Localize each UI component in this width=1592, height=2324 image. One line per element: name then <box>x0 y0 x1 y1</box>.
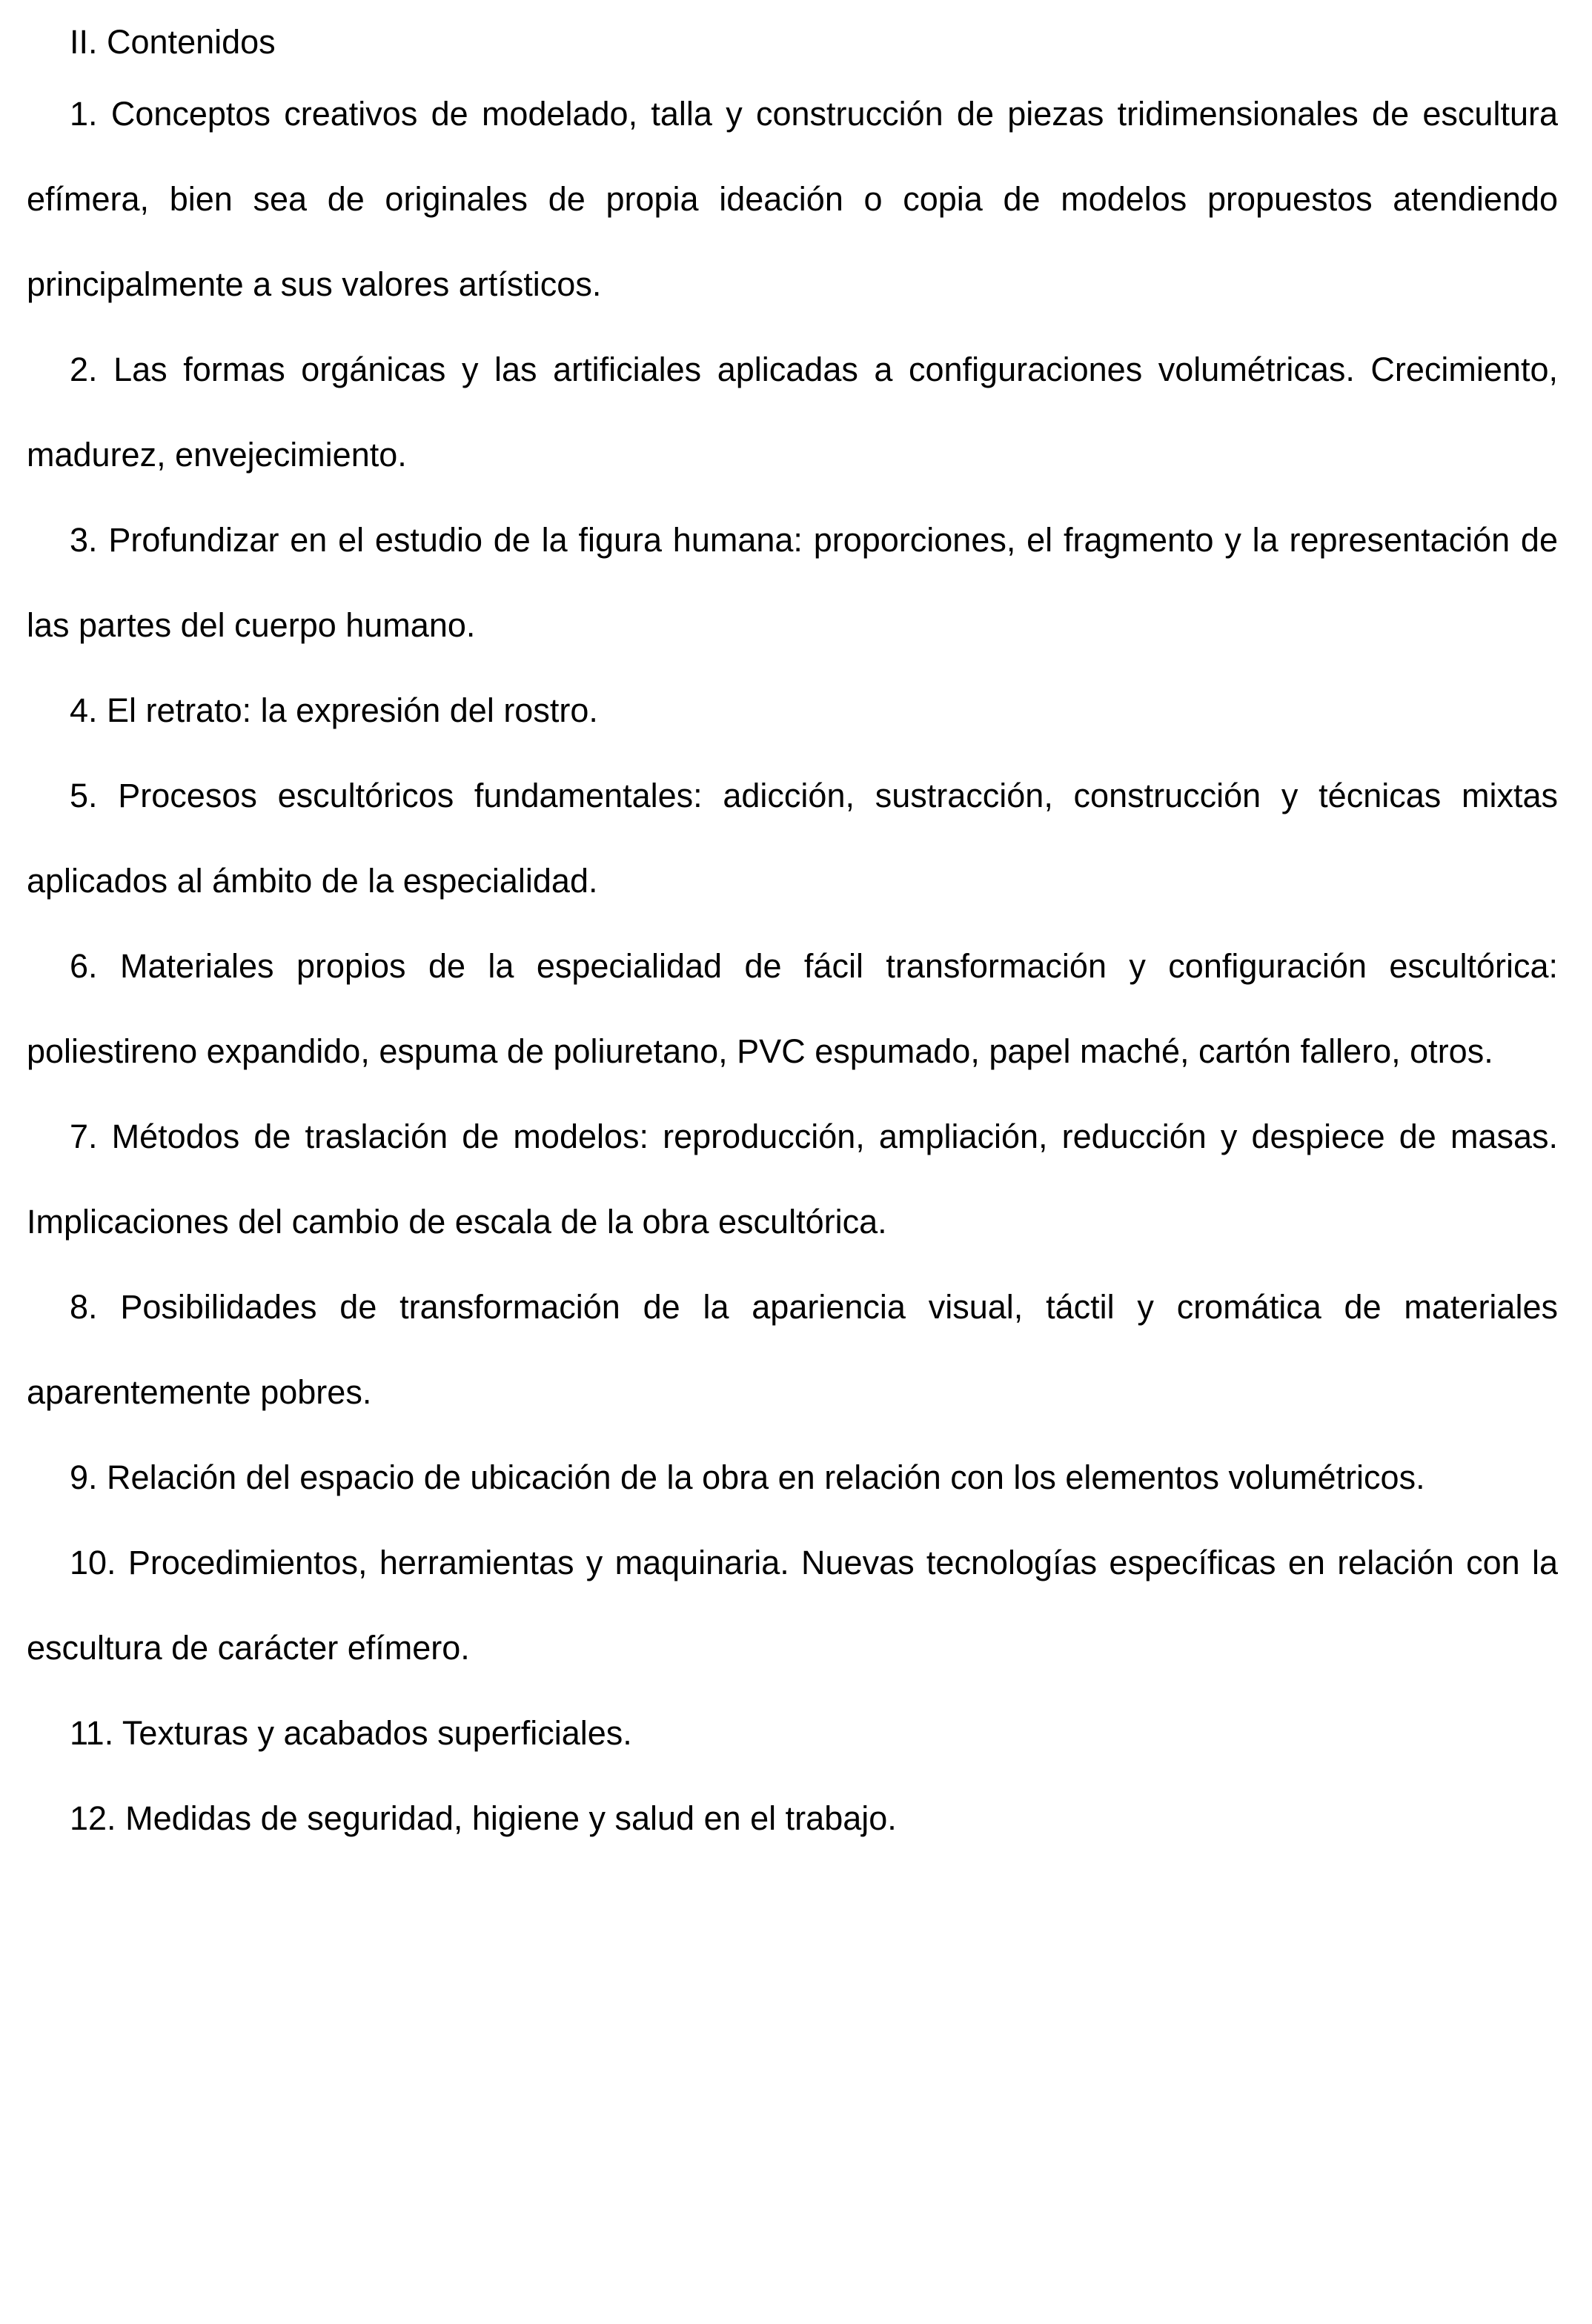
list-item <box>27 1094 1558 1264</box>
item-number: 1. <box>70 95 98 133</box>
list-item <box>27 1776 1558 1861</box>
item-number: 5. <box>70 777 98 814</box>
item-text: Las formas orgánicas y las artificiales aplicadas a configuraciones volumétricas. Crecimiento, madurez, envejecimiento. <box>27 351 1558 474</box>
item-number: 3. <box>70 521 98 559</box>
list-item <box>27 1264 1558 1435</box>
item-text: Materiales propios de la especialidad de fácil transformación y configuración escultórica: poliestireno expandido, espuma de poliuretano, PVC espumado, papel maché, cartón fallero, otros. <box>27 947 1558 1070</box>
item-number: 6. <box>70 947 98 985</box>
item-text: Posibilidades de transformación de la apariencia visual, táctil y cromática de materiales aparentemente pobres. <box>27 1288 1558 1411</box>
document-page <box>27 13 1558 1861</box>
item-number: 12. <box>70 1799 116 1837</box>
item-text: Procesos escultóricos fundamentales: adicción, sustracción, construcción y técnicas mixtas aplicados al ámbito de la especialidad. <box>27 777 1558 900</box>
item-number: 4. <box>70 691 98 729</box>
list-item <box>27 753 1558 923</box>
item-text: Texturas y acabados superficiales. <box>122 1714 632 1752</box>
item-text: Relación del espacio de ubicación de la obra en relación con los elementos volumétricos. <box>107 1458 1425 1496</box>
list-item <box>27 327 1558 497</box>
item-text: El retrato: la expresión del rostro. <box>107 691 598 729</box>
item-text: Profundizar en el estudio de la figura humana: proporciones, el fragmento y la representación de las partes del cuerpo humano. <box>27 521 1558 644</box>
item-number: 7. <box>70 1118 98 1155</box>
item-text: Conceptos creativos de modelado, talla y construcción de piezas tridimensionales de escultura efímera, bien sea de originales de propia ideación o copia de modelos propuestos atendiendo principalmente a sus valores artísticos. <box>27 95 1558 303</box>
contents-list <box>27 71 1558 1861</box>
list-item <box>27 1520 1558 1690</box>
item-text: Medidas de seguridad, higiene y salud en el trabajo. <box>125 1799 897 1837</box>
list-item <box>27 923 1558 1094</box>
item-number: 2. <box>70 351 98 388</box>
list-item <box>27 668 1558 753</box>
list-item <box>27 71 1558 327</box>
item-number: 9. <box>70 1458 98 1496</box>
section-title: II. Contenidos <box>70 23 276 61</box>
item-number: 10. <box>70 1544 116 1581</box>
item-number: 8. <box>70 1288 98 1326</box>
list-item <box>27 1690 1558 1776</box>
item-text: Procedimientos, herramientas y maquinaria. Nuevas tecnologías específicas en relación con la escultura de carácter efímero. <box>27 1544 1558 1667</box>
list-item <box>27 497 1558 668</box>
item-number: 11. <box>70 1714 114 1752</box>
item-text: Métodos de traslación de modelos: reproducción, ampliación, reducción y despiece de masas. Implicaciones del cambio de escala de la obra escultórica. <box>27 1118 1558 1241</box>
list-item <box>27 1435 1558 1520</box>
